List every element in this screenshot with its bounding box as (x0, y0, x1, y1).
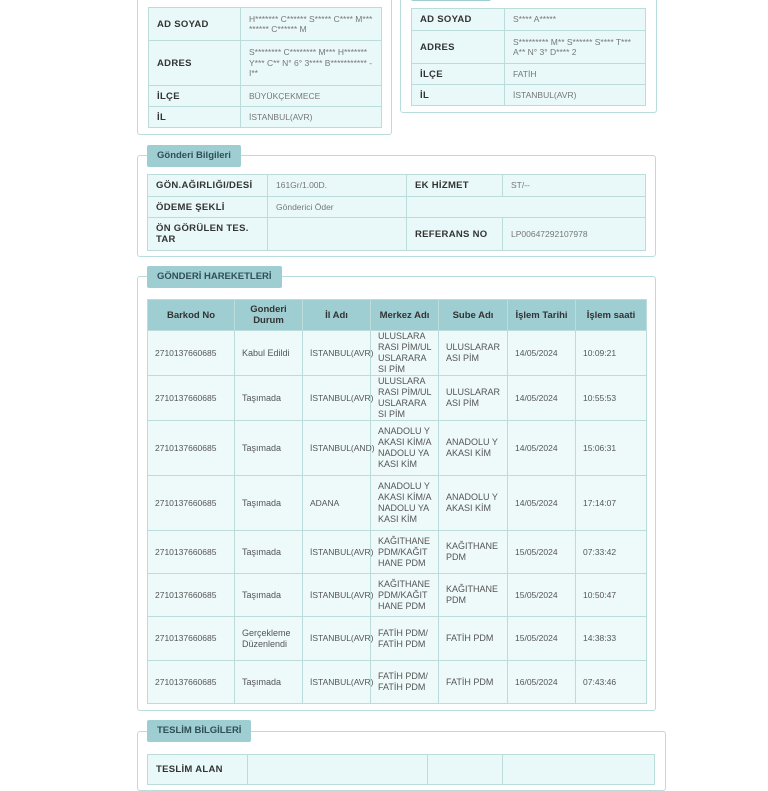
center-cell: FATİH PDM/FATİH PDM (371, 661, 439, 704)
payment-label: ÖDEME ŞEKLİ (148, 197, 268, 218)
receiver-name-label: AD SOYAD (149, 8, 241, 41)
col-status: Gonderi Durum (235, 300, 303, 331)
branch-cell: KAĞITHANE PDM (439, 531, 508, 574)
table-row (148, 661, 647, 704)
date-cell: 14/05/2024 (508, 376, 576, 421)
movements-title: GÖNDERİ HAREKETLERİ (147, 266, 282, 288)
reference-label: REFERANS NO (407, 218, 503, 251)
sender-city-label: İL (412, 85, 505, 106)
barcode-cell: 2710137660685 (148, 574, 235, 617)
col-barcode: Barkod No (148, 300, 235, 331)
barcode-cell: 2710137660685 (148, 331, 235, 376)
city-cell: İSTANBUL(AVR) (303, 531, 371, 574)
sender-address-value: S********* M** S****** S**** T*** A** N° 3° D**** 2 (505, 31, 646, 64)
date-cell: 14/05/2024 (508, 421, 576, 476)
sender-name-value: S**** A***** (505, 9, 646, 31)
date-cell: 16/05/2024 (508, 661, 576, 704)
status-cell: Taşımada (235, 574, 303, 617)
receiver-table (148, 7, 382, 128)
barcode-cell: 2710137660685 (148, 421, 235, 476)
branch-cell: KAĞITHANE PDM (439, 574, 508, 617)
status-cell: Gerçekleme Düzenlendi (235, 617, 303, 661)
city-cell: ADANA (303, 476, 371, 531)
time-cell: 10:55:53 (576, 376, 647, 421)
barcode-cell: 2710137660685 (148, 376, 235, 421)
table-row (148, 574, 647, 617)
center-cell: ULUSLARARASI PİM/ULUSLARARASI PİM (371, 331, 439, 376)
table-row (148, 476, 647, 531)
sender-tag (411, 0, 491, 1)
status-cell: Taşımada (235, 476, 303, 531)
city-cell: İSTANBUL(AVR) (303, 661, 371, 704)
time-cell: 07:43:46 (576, 661, 647, 704)
center-cell: KAĞITHANE PDM/KAĞITHANE PDM (371, 531, 439, 574)
receiver-name-value: H******* C****** S***** C**** M********* C****** M (241, 8, 382, 41)
status-cell: Kabul Edildi (235, 331, 303, 376)
time-cell: 14:38:33 (576, 617, 647, 661)
receiver-address-label: ADRES (149, 41, 241, 86)
table-row (148, 617, 647, 661)
sender-panel (400, 0, 657, 113)
payment-value: Gönderici Öder (268, 197, 407, 218)
delivery-receiver-label: TESLİM ALAN (148, 755, 248, 785)
estimated-date-label: ÖN GÖRÜLEN TES. TAR (148, 218, 268, 251)
weight-label: GÖN.AĞIRLIĞI/DESİ (148, 175, 268, 197)
receiver-city-value: İSTANBUL(AVR) (241, 107, 382, 128)
city-cell: İSTANBUL(AVR) (303, 617, 371, 661)
receiver-city-label: İL (149, 107, 241, 128)
sender-name-label: AD SOYAD (412, 9, 505, 31)
sender-district-value: FATİH (505, 64, 646, 85)
receiver-address-value: S******** C******** M*** H******* Y*** C** N° 6° 3**** B*********** - I** (241, 41, 382, 86)
city-cell: İSTANBUL(AVR) (303, 574, 371, 617)
branch-cell: ULUSLARARASI PİM (439, 331, 508, 376)
city-cell: İSTANBUL(AND) (303, 421, 371, 476)
status-cell: Taşımada (235, 376, 303, 421)
estimated-date-value (268, 218, 407, 251)
delivery-table (147, 754, 655, 785)
barcode-cell: 2710137660685 (148, 617, 235, 661)
time-cell: 10:09:21 (576, 331, 647, 376)
movements-table (147, 299, 647, 704)
delivery-receiver-value (248, 755, 428, 785)
extra-service-value: ST/-- (503, 175, 646, 197)
branch-cell: ULUSLARARASI PİM (439, 376, 508, 421)
shipment-table (147, 174, 646, 251)
col-time: İşlem saati (576, 300, 647, 331)
sender-table (411, 8, 646, 106)
barcode-cell: 2710137660685 (148, 476, 235, 531)
col-center: Merkez Adı (371, 300, 439, 331)
col-city: İl Adı (303, 300, 371, 331)
time-cell: 17:14:07 (576, 476, 647, 531)
sender-city-value: İSTANBUL(AVR) (505, 85, 646, 106)
payment-empty-cell (407, 197, 646, 218)
time-cell: 15:06:31 (576, 421, 647, 476)
delivery-title: TESLİM BİLGİLERİ (147, 720, 251, 742)
center-cell: FATİH PDM/FATİH PDM (371, 617, 439, 661)
sender-district-label: İLÇE (412, 64, 505, 85)
date-cell: 15/05/2024 (508, 617, 576, 661)
barcode-cell: 2710137660685 (148, 531, 235, 574)
date-cell: 15/05/2024 (508, 531, 576, 574)
branch-cell: FATİH PDM (439, 617, 508, 661)
movements-header-row (148, 300, 647, 331)
status-cell: Taşımada (235, 531, 303, 574)
table-row (148, 531, 647, 574)
status-cell: Taşımada (235, 661, 303, 704)
reference-value: LP00647292107978 (503, 218, 646, 251)
branch-cell: FATİH PDM (439, 661, 508, 704)
center-cell: ANADOLU YAKASI KİM/ANADOLU YAKASI KİM (371, 421, 439, 476)
date-cell: 14/05/2024 (508, 476, 576, 531)
branch-cell: ANADOLU YAKASI KİM (439, 476, 508, 531)
city-cell: İSTANBUL(AVR) (303, 376, 371, 421)
branch-cell: ANADOLU YAKASI KİM (439, 421, 508, 476)
sender-address-label: ADRES (412, 31, 505, 64)
weight-value: 161Gr/1.00D. (268, 175, 407, 197)
date-cell: 14/05/2024 (508, 331, 576, 376)
receiver-district-label: İLÇE (149, 86, 241, 107)
table-row (148, 376, 647, 421)
time-cell: 10:50:47 (576, 574, 647, 617)
delivery-extra-value (503, 755, 655, 785)
barcode-cell: 2710137660685 (148, 661, 235, 704)
status-cell: Taşımada (235, 421, 303, 476)
col-branch: Sube Adı (439, 300, 508, 331)
table-row (148, 331, 647, 376)
center-cell: ANADOLU YAKASI KİM/ANADOLU YAKASI KİM (371, 476, 439, 531)
center-cell: KAĞITHANE PDM/KAĞITHANE PDM (371, 574, 439, 617)
delivery-extra-label (428, 755, 503, 785)
extra-service-label: EK HİZMET (407, 175, 503, 197)
col-date: İşlem Tarihi (508, 300, 576, 331)
receiver-district-value: BÜYÜKÇEKMECE (241, 86, 382, 107)
center-cell: ULUSLARARASI PİM/ULUSLARARASI PİM (371, 376, 439, 421)
table-row (148, 421, 647, 476)
date-cell: 15/05/2024 (508, 574, 576, 617)
city-cell: İSTANBUL(AVR) (303, 331, 371, 376)
receiver-panel (137, 0, 392, 135)
time-cell: 07:33:42 (576, 531, 647, 574)
shipment-title: Gönderi Bilgileri (147, 145, 241, 167)
